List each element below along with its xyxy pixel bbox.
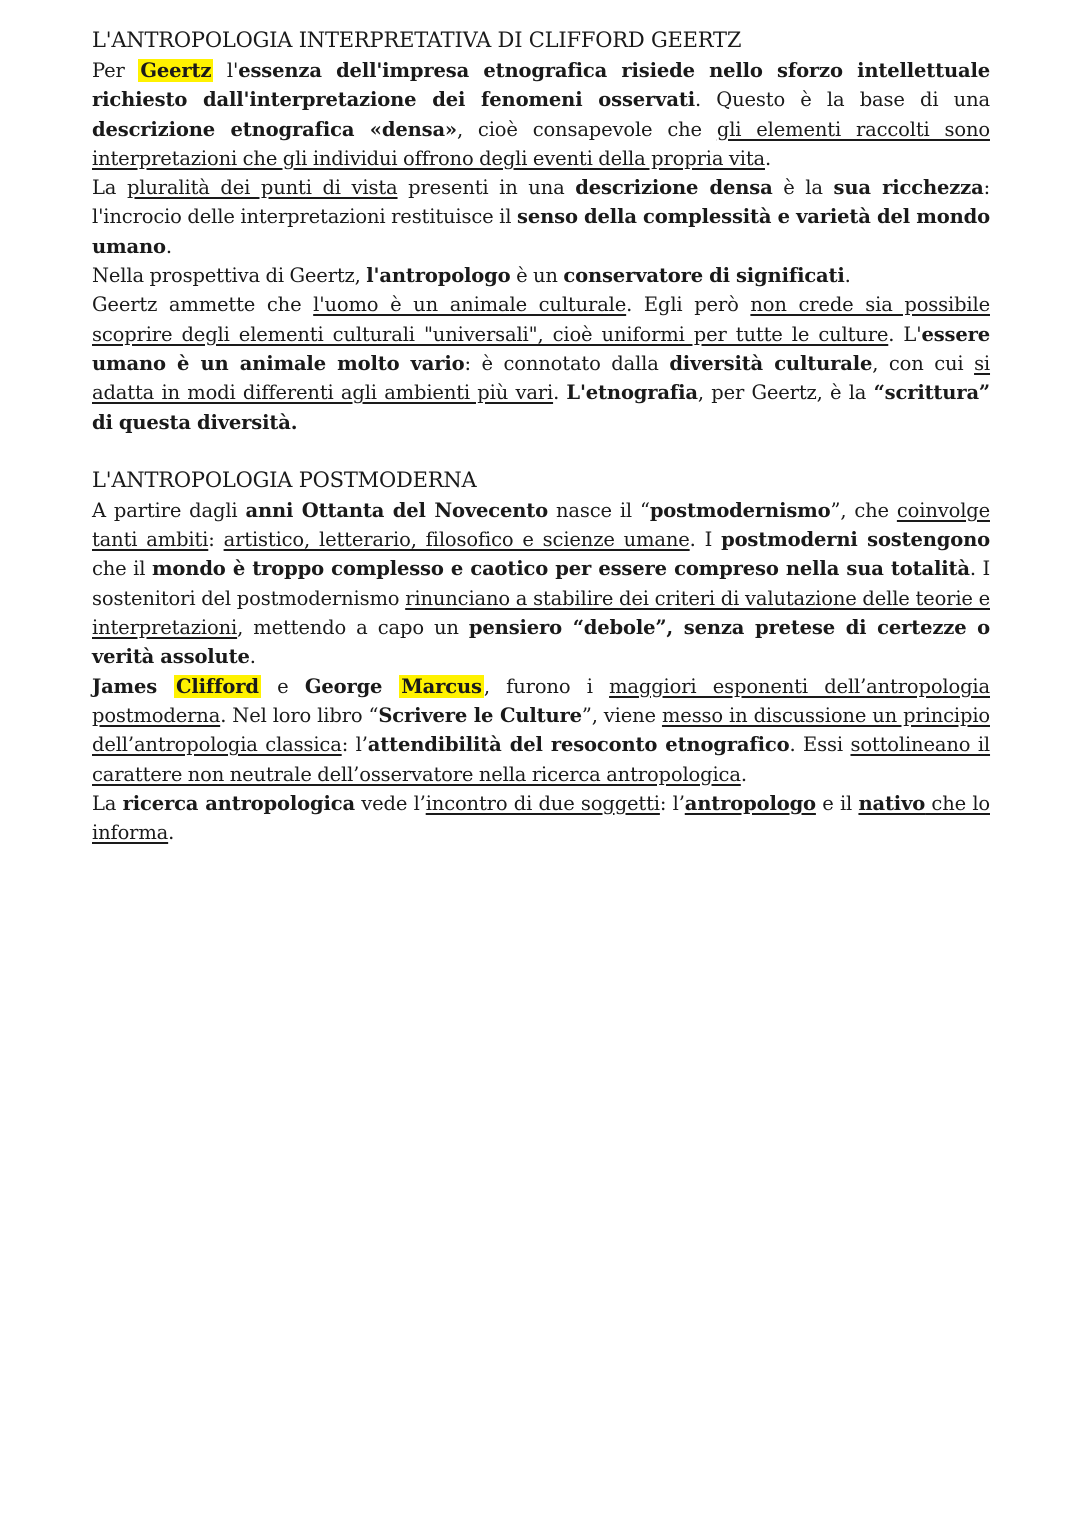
text-run: Nella prospettiva di Geertz, (92, 264, 367, 288)
text-run: è un (510, 264, 564, 288)
text-run: . Essi (789, 733, 851, 757)
bold-text: essenza dell'impresa etnografica risiede nello sforzo intellettuale richiesto dall'interpretazione dei fenomeni osservati (92, 59, 990, 112)
underlined-text: maggiori esponenti dell’antropologia postmoderna (92, 674, 990, 727)
text-run: : l'incrocio delle interpretazioni restituisce il (92, 176, 990, 229)
text-run: . I (689, 528, 722, 552)
text-run: : è connotato dalla (464, 351, 670, 375)
bold-underlined-text: antropologo (684, 791, 816, 815)
text-run: ”, che (830, 498, 897, 522)
text-run: . (553, 381, 567, 405)
text-run: che il (92, 557, 152, 581)
text-run: : l’ (341, 733, 368, 757)
bold-underlined-text: nativo (858, 791, 926, 815)
section-heading-postmodern: L'ANTROPOLOGIA POSTMODERNA (92, 467, 477, 492)
paragraph-clifford-marcus (92, 672, 990, 789)
text-run: La (92, 791, 123, 815)
bold-text: “scrittura” di questa diversità. (92, 381, 990, 434)
underlined-text: incontro di due soggetti (425, 791, 660, 815)
bold-text: James (92, 674, 175, 698)
bold-text: L'etnografia (566, 381, 698, 405)
text-run: Per (92, 59, 139, 82)
bold-text: postmoderni sostengono (721, 528, 990, 552)
bold-text: diversità culturale (669, 351, 873, 375)
bold-text: essere umano è un animale molto vario (92, 322, 990, 375)
underlined-text: che lo informa (92, 791, 990, 845)
bold-text: descrizione densa (575, 176, 773, 200)
underlined-text: messo in discussione un principio dell’antropologia classica (92, 703, 990, 757)
bold-text: descrizione etnografica «densa» (92, 117, 457, 141)
text-run: . Egli però (626, 293, 751, 317)
underlined-text: coinvolge tanti ambiti (92, 498, 990, 552)
text-run: . (165, 234, 172, 258)
highlighted-name: Marcus (401, 674, 482, 698)
bold-text: George (304, 674, 400, 698)
bold-text: postmodernismo (649, 498, 831, 522)
bold-text: pensiero “debole”, senza pretese di certezze o verità assolute (92, 616, 990, 669)
text-run: . (765, 146, 772, 170)
text-run: Geertz ammette che (92, 293, 314, 317)
text-run: , furono i (483, 674, 610, 698)
text-run: . (740, 762, 747, 786)
underlined-text: rinunciano a stabilire dei criteri di valutazione delle teorie e interpretazioni (92, 586, 990, 640)
section-spacer (92, 437, 990, 464)
text-run: ”, viene (581, 703, 662, 727)
bold-text: anni Ottanta del Novecento (245, 498, 549, 522)
paragraph-geertz-essence (92, 56, 990, 173)
bold-text: Scrivere le Culture (378, 703, 582, 727)
bold-text: conservatore di significati (563, 264, 845, 288)
text-run: . (168, 821, 175, 845)
highlighted-name: Clifford (176, 674, 259, 698)
paragraph-postmodernism (92, 496, 990, 672)
paragraph-plurality (92, 173, 990, 261)
paragraph-two-subjects (92, 789, 990, 848)
text-run: , cioè consapevole che (456, 117, 717, 141)
text-run: , per Geertz, è la (697, 381, 874, 405)
text-run: A partire dagli (92, 498, 246, 522)
text-run: . Questo è la base di una (694, 88, 990, 112)
text-run: l' (213, 59, 239, 82)
highlighted-name: Geertz (140, 59, 212, 82)
text-run: : l’ (659, 791, 685, 815)
text-run: . Nel loro libro “ (220, 703, 379, 727)
bold-text: mondo è troppo complesso e caotico per essere compreso nella sua totalità (151, 557, 970, 581)
text-run: presenti in una (397, 176, 576, 200)
text-run: , con cui (872, 351, 975, 375)
bold-text: senso della complessità e varietà del mondo umano (92, 205, 990, 258)
paragraph-cultural-animal (92, 290, 990, 436)
underlined-text: si adatta in modi differenti agli ambienti più vari (92, 351, 991, 405)
bold-text: sua ricchezza (833, 176, 984, 200)
text-run: . L' (888, 322, 922, 346)
underlined-text: pluralità dei punti di vista (126, 176, 398, 200)
text-run: La (92, 176, 127, 200)
underlined-text: artistico, letterario, filosofico e scienze umane (223, 528, 690, 552)
bold-text: ricerca antropologica (122, 791, 355, 815)
underlined-text: gli elementi raccolti sono interpretazioni che gli individui offrono degli eventi della propria vita (92, 117, 990, 170)
text-run: è la (772, 176, 834, 200)
text-run: . (844, 264, 851, 288)
document-page (92, 24, 990, 847)
underlined-text: non crede sia possibile scoprire degli elementi culturali "universali", cioè uniformi per tutte le culture (92, 293, 990, 346)
paragraph-conservator (92, 261, 990, 290)
text-run: . (249, 645, 256, 669)
section-heading-geertz: L'ANTROPOLOGIA INTERPRETATIVA DI CLIFFORD GEERTZ (92, 28, 742, 52)
bold-text: attendibilità del resoconto etnografico (367, 733, 790, 757)
text-run: vede l’ (354, 791, 426, 815)
underlined-text: l'uomo è un animale culturale (313, 293, 627, 317)
text-run: : (208, 528, 224, 552)
underlined-text: sottolineano il carattere non neutrale dell’osservatore nella ricerca antropologica (92, 733, 991, 786)
text-run: e il (815, 791, 859, 815)
text-run: e (260, 674, 305, 698)
bold-text: l'antropologo (366, 264, 511, 288)
text-run: . I sostenitori del postmodernismo (92, 557, 991, 610)
text-run: nasce il “ (548, 498, 650, 522)
text-run: , mettendo a capo un (237, 616, 469, 640)
